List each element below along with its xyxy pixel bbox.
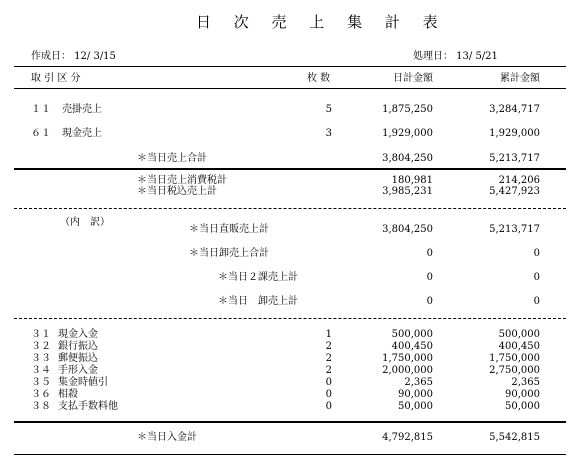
- payment-count: 2: [325, 353, 332, 364]
- sales-code: １１: [31, 104, 51, 115]
- payment-daily: 2,365: [404, 377, 433, 388]
- sales-cumulative: 1,929,000: [489, 128, 540, 139]
- breakdown-daily: 3,804,250: [382, 224, 433, 235]
- payment-count: 0: [325, 377, 332, 388]
- sales-daily: 1,875,250: [382, 104, 433, 115]
- payment-daily: 500,000: [391, 329, 433, 340]
- payment-daily: 1,750,000: [382, 353, 433, 364]
- payment-code: ３１: [31, 329, 51, 340]
- tax-label: ＊当日税込売上計: [137, 186, 217, 197]
- payment-total-rule: [14, 421, 566, 423]
- payment-label: 現金入金: [58, 329, 98, 340]
- payment-count: 0: [325, 389, 332, 400]
- tax-cumulative: 214,206: [498, 175, 540, 186]
- tax-daily: 3,985,231: [382, 186, 433, 197]
- payment-count: 0: [325, 401, 332, 412]
- breakdown-cumulative: 0: [533, 296, 540, 307]
- sales-total-rule: [14, 168, 566, 170]
- sales-code: ６１: [31, 128, 51, 139]
- header-top-rule: [14, 66, 566, 67]
- sales-count: 3: [325, 128, 332, 139]
- payment-label: 郵便振込: [58, 353, 98, 364]
- payment-label: 相殺: [58, 389, 78, 400]
- breakdown-daily: 0: [426, 248, 433, 259]
- payment-daily: 50,000: [398, 401, 433, 412]
- payment-cumulative: 90,000: [505, 389, 540, 400]
- payment-cumulative: 500,000: [498, 329, 540, 340]
- processed-date: 処理日： 13/ 5/21: [413, 51, 498, 62]
- breakdown-label: ＊当日２課売上計: [218, 272, 298, 283]
- sales-cumulative: 3,284,717: [489, 104, 540, 115]
- sales-count: 5: [325, 104, 332, 115]
- breakdown-label: ＊当日 卸売上計: [218, 296, 298, 307]
- payment-code: ３２: [31, 341, 51, 352]
- payment-label: 手形入金: [58, 365, 98, 376]
- payment-label: 支払手数料他: [58, 401, 118, 412]
- payment-code: ３３: [31, 353, 51, 364]
- breakdown-daily: 0: [426, 272, 433, 283]
- payment-code: ３５: [31, 377, 51, 388]
- payment-cumulative: 50,000: [505, 401, 540, 412]
- breakdown-header: （内 訳）: [60, 217, 110, 228]
- breakdown-cumulative: 0: [533, 272, 540, 283]
- payment-total-daily: 4,792,815: [382, 432, 433, 443]
- payment-label: 銀行振込: [58, 341, 98, 352]
- tax-daily: 180,981: [391, 175, 433, 186]
- sales-label: 売掛売上: [62, 104, 102, 115]
- bottom-rule: [14, 454, 566, 455]
- payment-total-cumulative: 5,542,815: [489, 432, 540, 443]
- payment-count: 2: [325, 341, 332, 352]
- sales-label: 現金売上: [62, 128, 102, 139]
- header-count: 枚 数: [307, 73, 331, 84]
- tax-cumulative: 5,427,923: [489, 186, 540, 197]
- payment-count: 1: [325, 329, 332, 340]
- payment-label: 集金時値引: [58, 377, 108, 388]
- header-cumulative: 累計金額: [500, 73, 540, 84]
- payment-cumulative: 2,365: [511, 377, 540, 388]
- payment-total-label: ＊当日入金計: [137, 432, 197, 443]
- created-date: 作成日： 12/ 3/15: [31, 51, 116, 62]
- payments-top-rule: [14, 318, 566, 319]
- sales-total-label: ＊当日売上合計: [137, 153, 207, 164]
- payment-daily: 400,450: [391, 341, 433, 352]
- payment-cumulative: 400,450: [498, 341, 540, 352]
- breakdown-label: ＊当日直販売上計: [189, 224, 269, 235]
- sales-daily: 1,929,000: [382, 128, 433, 139]
- report-title: 日 次 売 上 集 計 表: [196, 13, 447, 31]
- payment-cumulative: 2,750,000: [489, 365, 540, 376]
- sales-total-daily: 3,804,250: [382, 153, 433, 164]
- payment-code: ３８: [31, 401, 51, 412]
- tax-label: ＊当日売上消費税計: [137, 175, 227, 186]
- breakdown-daily: 0: [426, 296, 433, 307]
- breakdown-cumulative: 0: [533, 248, 540, 259]
- sales-total-cumulative: 5,213,717: [489, 153, 540, 164]
- payment-code: ３６: [31, 389, 51, 400]
- breakdown-top-rule: [14, 208, 566, 209]
- header-category: 取 引 区 分: [31, 73, 81, 84]
- payment-daily: 2,000,000: [382, 365, 433, 376]
- payment-daily: 90,000: [398, 389, 433, 400]
- header-daily: 日計金額: [393, 73, 433, 84]
- breakdown-label: ＊当日卸売上合計: [189, 248, 269, 259]
- header-bottom-rule: [14, 88, 566, 89]
- payment-count: 2: [325, 365, 332, 376]
- payment-code: ３４: [31, 365, 51, 376]
- payment-cumulative: 1,750,000: [489, 353, 540, 364]
- breakdown-cumulative: 5,213,717: [489, 224, 540, 235]
